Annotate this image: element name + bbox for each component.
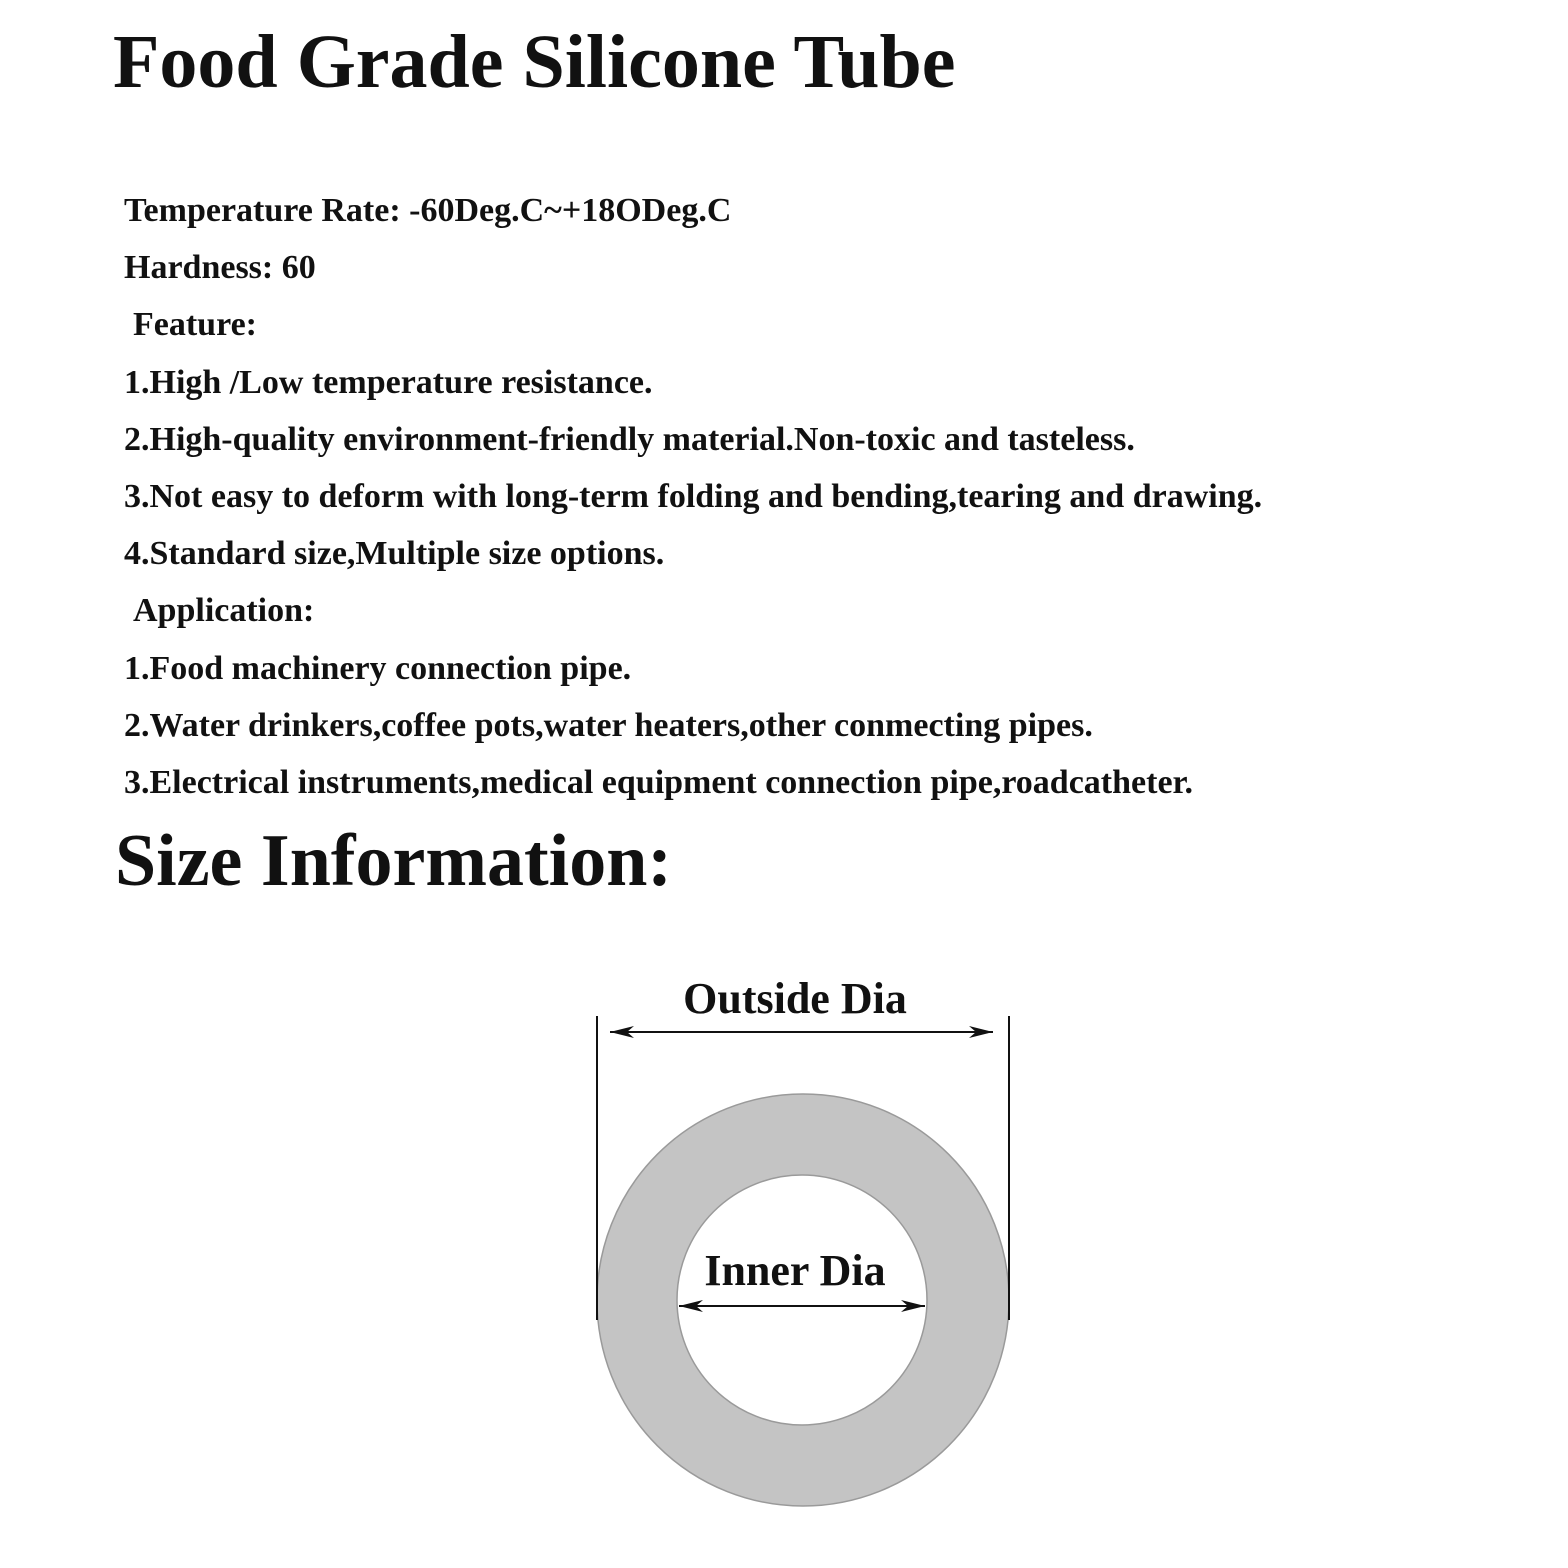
- application-item: 1.Food machinery connection pipe.: [124, 649, 632, 687]
- inner-dia-label: Inner Dia: [704, 1246, 886, 1295]
- feature-heading: Feature:: [133, 306, 257, 344]
- feature-item: 4.Standard size,Multiple size options.: [124, 535, 665, 573]
- size-heading: Size Information:: [115, 820, 672, 902]
- application-heading: Application:: [133, 592, 315, 630]
- tube-wall-ring: [597, 1094, 1009, 1506]
- spec-temperature: Temperature Rate: -60Deg.C~+18ODeg.C: [124, 192, 732, 229]
- feature-item: 2.High-quality environment-friendly material.Non-toxic and tasteless.: [124, 420, 1135, 458]
- spec-hardness: Hardness: 60: [124, 249, 316, 287]
- feature-item: 3.Not easy to deform with long-term folding and bending,tearing and drawing.: [124, 477, 1263, 515]
- application-item: 3.Electrical instruments,medical equipment connection pipe,roadcatheter.: [124, 763, 1194, 801]
- application-item: 2.Water drinkers,coffee pots,water heaters,other conmecting pipes.: [124, 706, 1093, 744]
- feature-item: 1.High /Low temperature resistance.: [124, 363, 653, 401]
- page-title: Food Grade Silicone Tube: [113, 20, 956, 104]
- outside-dia-label: Outside Dia: [683, 974, 907, 1023]
